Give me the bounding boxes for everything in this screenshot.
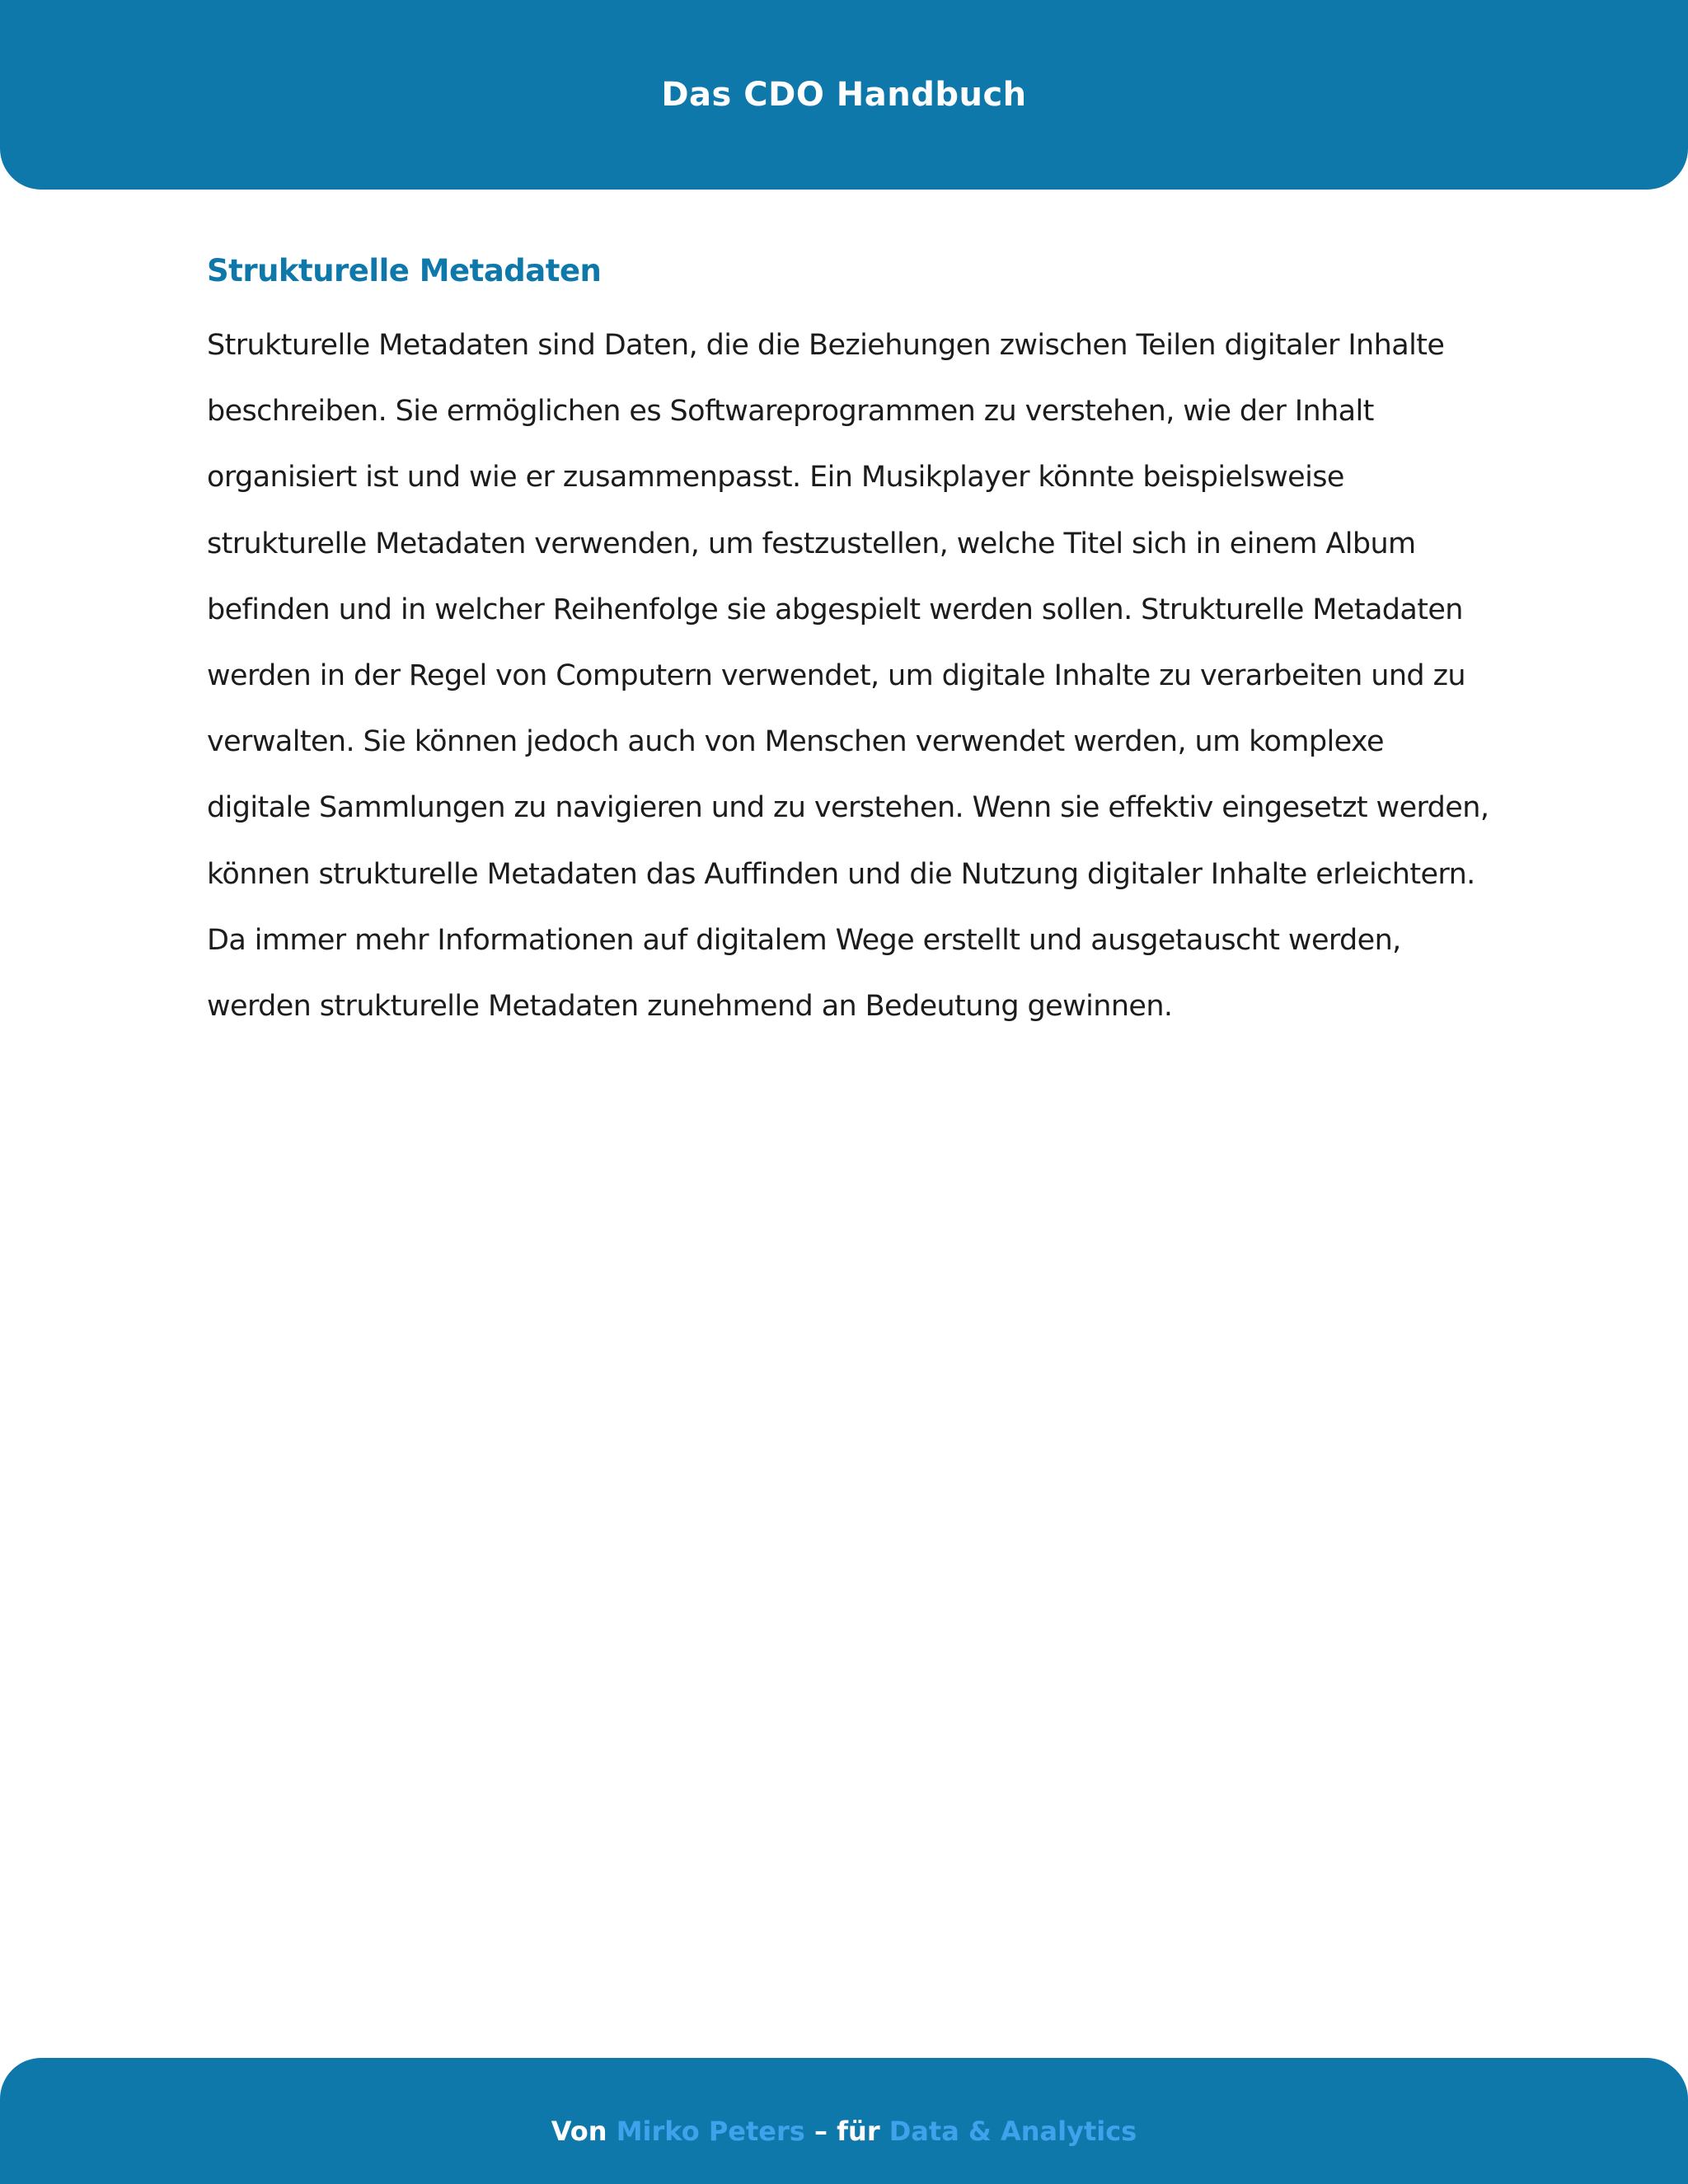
section-body-paragraph: Strukturelle Metadaten sind Daten, die die Beziehungen zwischen Teilen digitaler Inhalte beschreiben. Sie ermöglichen es Softwareprogrammen zu verstehen, wie der Inhalt organisiert ist und wie er zusammenpasst. Ein Musikplayer könnte beispielsweise strukturelle Metadaten verwenden, um festzustellen, welche Titel sich in einem Album befinden und in welcher Reihenfolge sie abgespielt werden sollen. Strukturelle Metadaten werden in der Regel von Computern verwendet, um digitale Inhalte zu verarbeiten und zu verwalten. Sie können jedoch auch von Menschen verwendet werden, um komplexe digitale Sammlungen zu navigieren und zu verstehen. Wenn sie effektiv eingesetzt werden, können strukturelle Metadaten das Auffinden und die Nutzung digitaler Inhalte erleichtern. Da immer mehr Informationen auf digitalem Wege erstellt und ausgetauscht werden, werden strukturelle Metadaten zunehmend an Bedeutung gewinnen. xyxy=(207,329,1489,1024)
footer-middle: – für xyxy=(804,2115,889,2147)
footer-author: Mirko Peters xyxy=(616,2115,805,2147)
footer-prefix: Von xyxy=(551,2115,617,2147)
page-footer xyxy=(0,2058,1688,2184)
footer-topic: Data & Analytics xyxy=(889,2115,1137,2147)
section-heading: Strukturelle Metadaten xyxy=(207,253,602,288)
main-content xyxy=(207,250,1493,1039)
book-title: Das CDO Handbuch xyxy=(661,76,1027,114)
footer-credit xyxy=(551,2115,1137,2148)
page-header xyxy=(0,0,1688,190)
